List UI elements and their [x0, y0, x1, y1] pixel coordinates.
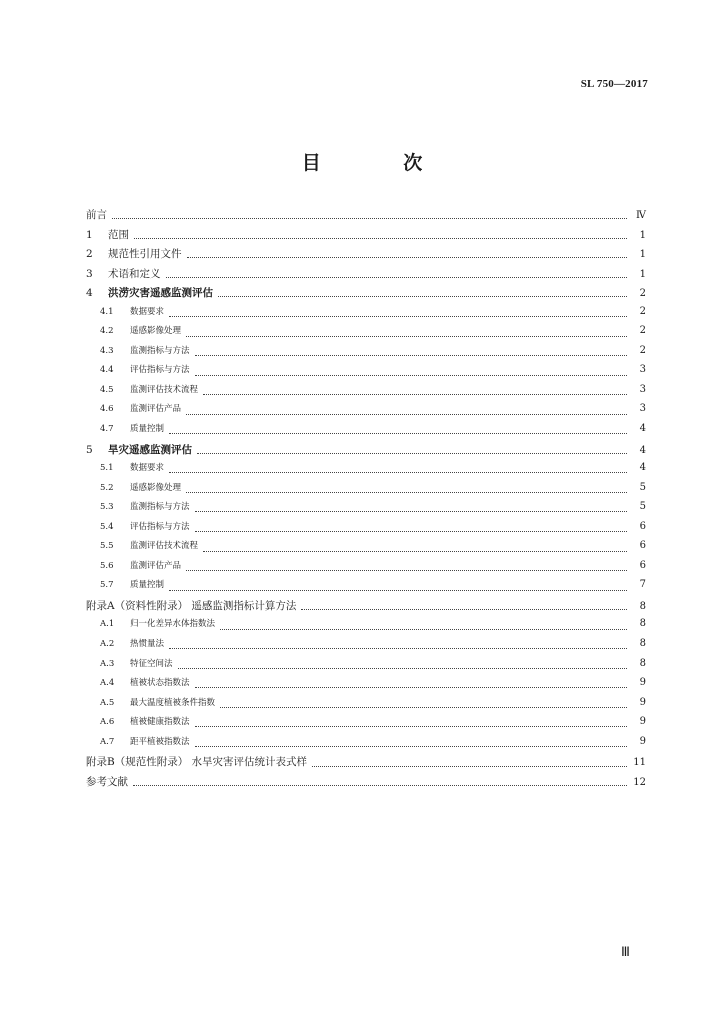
toc-entry[interactable] — [86, 774, 646, 794]
toc-entry-number: A.2 — [100, 639, 115, 650]
toc-entry-label: 归一化差异水体指数法 — [130, 619, 216, 630]
toc-leader-dots — [133, 785, 627, 786]
toc-entry-page: 8 — [639, 638, 646, 650]
toc-entry[interactable] — [86, 227, 646, 247]
toc-entry-label: 洪涝灾害遥感监测评估 — [108, 287, 213, 300]
toc-entry[interactable] — [86, 363, 646, 383]
toc-entry-label: 热惯量法 — [130, 639, 165, 650]
toc-entry[interactable] — [86, 442, 646, 462]
toc-entry-number: 4.1 — [100, 306, 114, 317]
toc-entry-number: 5.3 — [100, 502, 114, 513]
toc-entry-page: 5 — [639, 501, 646, 513]
toc-entry-label: 监测评估技术流程 — [130, 541, 199, 552]
toc-entry[interactable] — [86, 324, 646, 344]
toc-entry-number: 5.1 — [100, 463, 114, 474]
page-title: 目 次 — [301, 152, 461, 174]
toc-leader-dots — [195, 726, 627, 727]
toc-entry-page: 1 — [639, 249, 646, 261]
toc-leader-dots — [187, 257, 628, 258]
toc-entry-number: A.3 — [100, 658, 115, 669]
toc-entry-number: 5.2 — [100, 482, 114, 493]
toc-leader-dots — [112, 218, 627, 219]
toc-entry[interactable] — [86, 266, 646, 286]
toc-entry[interactable] — [86, 344, 646, 364]
toc-entry[interactable] — [86, 715, 646, 735]
toc-entry-label: 特征空间法 — [130, 658, 173, 669]
toc-leader-dots — [301, 609, 627, 610]
toc-entry[interactable] — [86, 383, 646, 403]
toc-entry-label: 监测指标与方法 — [130, 345, 190, 356]
page-number: Ⅲ — [621, 944, 630, 959]
toc-entry-label: 评估指标与方法 — [130, 521, 190, 532]
toc-entry[interactable] — [86, 246, 646, 266]
toc-entry[interactable] — [86, 696, 646, 716]
toc-entry-number: 5.6 — [100, 560, 114, 571]
toc-leader-dots — [312, 766, 627, 767]
toc-entry-number: A.6 — [100, 717, 115, 728]
toc-entry-page: 2 — [639, 344, 646, 356]
toc-leader-dots — [195, 511, 627, 512]
toc-entry-label: 遥感影像处理 — [130, 482, 182, 493]
toc-entry-page: 6 — [639, 520, 646, 532]
toc-entry-label: 最大温度植被条件指数 — [130, 697, 216, 708]
toc-entry-page: 11 — [633, 757, 646, 769]
toc-entry-label: 监测评估产品 — [130, 404, 182, 415]
toc-leader-dots — [220, 707, 627, 708]
toc-entry[interactable] — [86, 735, 646, 755]
toc-leader-dots — [186, 336, 627, 337]
toc-leader-dots — [186, 492, 627, 493]
toc-entry[interactable] — [86, 617, 646, 637]
toc-leader-dots — [134, 238, 627, 239]
toc-entry-page: 8 — [639, 618, 646, 630]
toc-entry[interactable] — [86, 481, 646, 501]
toc-entry-label: 旱灾遥感监测评估 — [108, 443, 192, 456]
toc-entry-label: 监测评估技术流程 — [130, 384, 199, 395]
toc-entry-number: 5.4 — [100, 521, 114, 532]
toc-entry-number: A.7 — [100, 736, 115, 747]
toc-entry-label: 参考文献 — [86, 775, 128, 788]
toc-entry[interactable] — [86, 305, 646, 325]
toc-entry-page: 5 — [639, 481, 646, 493]
toc-entry-page: 4 — [639, 444, 646, 456]
toc-entry-page: 4 — [639, 462, 646, 474]
toc-entry-label: 附录B（规范性附录） 水旱灾害评估统计表式样 — [86, 756, 308, 769]
toc-entry-label: 监测评估产品 — [130, 560, 182, 571]
toc-entry[interactable] — [86, 461, 646, 481]
toc-entry-label: 植被状态指数法 — [130, 678, 190, 689]
toc-entry-number: 1 — [86, 228, 93, 241]
toc-entry-number: 4.2 — [100, 326, 114, 337]
toc-entry-page: 2 — [639, 325, 646, 337]
toc-entry-page: 8 — [639, 657, 646, 669]
toc-entry-page: 9 — [639, 677, 646, 689]
standard-code: SL 750—2017 — [580, 78, 648, 90]
toc-leader-dots — [218, 296, 627, 297]
toc-entry-label: 距平植被指数法 — [130, 736, 190, 747]
toc-entry-page: 9 — [639, 696, 646, 708]
toc-entry-page: 6 — [639, 559, 646, 571]
toc-entry-page: 9 — [639, 735, 646, 747]
toc-entry[interactable] — [86, 520, 646, 540]
toc-entry[interactable] — [86, 285, 646, 305]
toc-entry-number: 5.7 — [100, 580, 114, 591]
toc-entry-label: 植被健康指数法 — [130, 717, 190, 728]
toc-entry-label: 质量控制 — [130, 424, 165, 435]
toc-entry[interactable] — [86, 637, 646, 657]
toc-leader-dots — [195, 355, 627, 356]
toc-entry-label: 术语和定义 — [108, 267, 161, 280]
toc-leader-dots — [186, 414, 627, 415]
toc-leader-dots — [178, 668, 627, 669]
toc-entry-label: 评估指标与方法 — [130, 365, 190, 376]
toc-leader-dots — [195, 531, 627, 532]
toc-entry-page: 3 — [639, 383, 646, 395]
toc-entry-number: 4.3 — [100, 345, 114, 356]
toc-entry-label: 数据要求 — [130, 306, 165, 317]
toc-entry[interactable] — [86, 598, 646, 618]
toc-entry-number: 5.5 — [100, 541, 114, 552]
toc-entry-page: 1 — [639, 229, 646, 241]
table-of-contents — [86, 207, 646, 793]
toc-entry-label: 监测指标与方法 — [130, 502, 190, 513]
toc-entry-number: 4.7 — [100, 424, 114, 435]
toc-entry[interactable] — [86, 500, 646, 520]
toc-entry[interactable] — [86, 207, 646, 227]
toc-entry-label: 遥感影像处理 — [130, 326, 182, 337]
toc-leader-dots — [203, 551, 627, 552]
toc-leader-dots — [186, 570, 627, 571]
toc-entry-label: 附录A（资料性附录） 遥感监测指标计算方法 — [86, 599, 297, 612]
toc-entry-page: 2 — [639, 288, 646, 300]
toc-entry[interactable] — [86, 578, 646, 598]
toc-entry-page: 1 — [639, 268, 646, 280]
toc-leader-dots — [203, 394, 627, 395]
toc-leader-dots — [169, 433, 627, 434]
toc-entry[interactable] — [86, 422, 646, 442]
toc-leader-dots — [169, 472, 627, 473]
toc-entry-page: 8 — [639, 600, 646, 612]
toc-leader-dots — [169, 590, 627, 591]
toc-entry-page: 9 — [639, 716, 646, 728]
toc-leader-dots — [169, 316, 627, 317]
toc-leader-dots — [195, 375, 627, 376]
toc-entry-number: A.4 — [100, 678, 115, 689]
toc-entry-number: 4.6 — [100, 404, 114, 415]
toc-entry-number: 5 — [86, 443, 93, 456]
toc-leader-dots — [220, 629, 627, 630]
toc-entry[interactable] — [86, 402, 646, 422]
toc-leader-dots — [169, 648, 627, 649]
toc-entry-number: A.1 — [100, 619, 115, 630]
toc-entry-number: 4.4 — [100, 365, 114, 376]
toc-entry-page: Ⅳ — [636, 210, 646, 221]
toc-leader-dots — [195, 746, 627, 747]
toc-entry-number: 3 — [86, 267, 93, 280]
toc-leader-dots — [195, 687, 627, 688]
toc-entry-page: 3 — [639, 364, 646, 376]
toc-entry-label: 规范性引用文件 — [108, 248, 182, 261]
toc-entry-label: 质量控制 — [130, 580, 165, 591]
toc-entry-page: 12 — [633, 776, 646, 788]
toc-entry[interactable] — [86, 754, 646, 774]
toc-leader-dots — [197, 453, 627, 454]
toc-entry-number: 2 — [86, 248, 93, 261]
toc-entry[interactable] — [86, 676, 646, 696]
toc-entry-label: 数据要求 — [130, 463, 165, 474]
toc-leader-dots — [166, 277, 628, 278]
toc-entry-page: 4 — [639, 423, 646, 435]
toc-entry-page: 3 — [639, 403, 646, 415]
toc-entry[interactable] — [86, 539, 646, 559]
toc-entry-label: 前言 — [86, 209, 107, 221]
toc-entry-number: A.5 — [100, 697, 115, 708]
toc-entry-page: 7 — [639, 579, 646, 591]
toc-entry-page: 2 — [639, 305, 646, 317]
toc-entry-number: 4 — [86, 287, 93, 300]
toc-entry[interactable] — [86, 657, 646, 677]
toc-entry-number: 4.5 — [100, 384, 114, 395]
toc-entry[interactable] — [86, 559, 646, 579]
toc-entry-page: 6 — [639, 540, 646, 552]
toc-entry-label: 范围 — [108, 228, 129, 241]
